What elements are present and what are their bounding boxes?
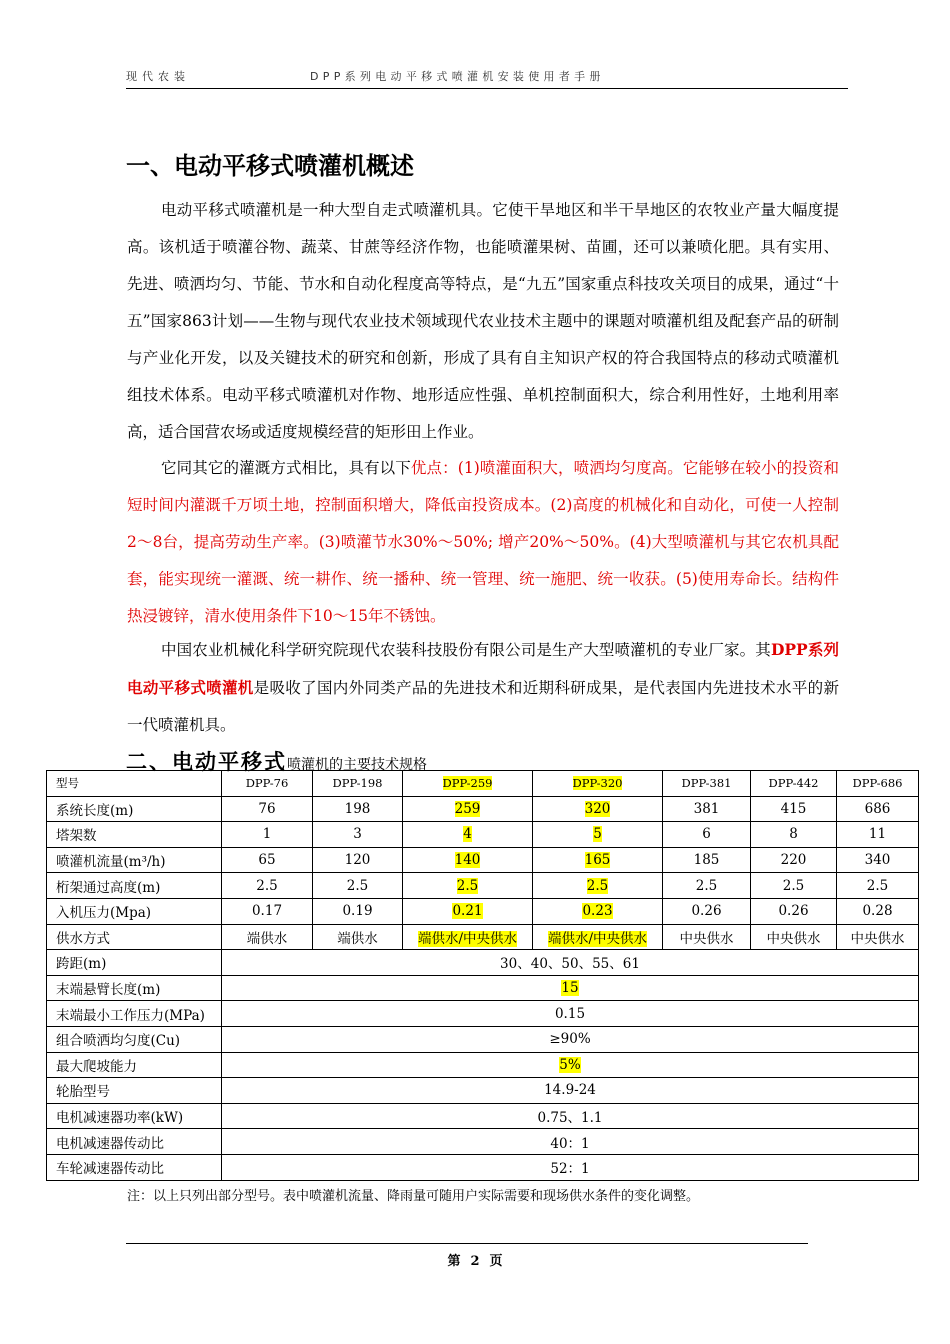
model-header-cell-highlight: DPP-259 bbox=[442, 776, 493, 791]
row-label: 喷灌机流量(m³/h) bbox=[47, 847, 222, 873]
overview-paragraph: 电动平移式喷灌机是一种大型自走式喷灌机具。它使干旱地区和半干旱地区的农牧业产量大幅度提高。该机适于喷灌谷物、蔬菜、甘蔗等经济作物，也能喷灌果树、苗圃，还可以兼喷化肥。具有实用、先进、喷洒均匀、节能、节水和自动化程度高等特点，是“九五”国家重点科技攻关项目的成果，通过“十五”国家863计划——生物与现代农业技术领域现代农业技术主题中的课题对喷灌机组及配套产品的研制与产业化开发，以及关键技术的研究和创新，形成了具有自主知识产权的符合我国特点的移动式喷灌机组技术体系。电动平移式喷灌机对作物、地形适应性强、单机控制面积大，综合利用性好，土地利用率高，适合国营农场或适度规模经营的矩形田上作业。 bbox=[127, 201, 839, 441]
table-cell: 端供水 bbox=[222, 924, 313, 950]
table-cell: 65 bbox=[222, 847, 313, 873]
page-suffix: 页 bbox=[489, 1254, 503, 1269]
table-row bbox=[47, 822, 919, 848]
table-cell: 3 bbox=[313, 822, 403, 848]
table-row bbox=[47, 873, 919, 899]
header-left-text: 现代农装 bbox=[126, 70, 190, 83]
merged-value-cell: 14.9-24 bbox=[222, 1078, 919, 1104]
model-header-label: 型号 bbox=[47, 771, 222, 797]
table-cell bbox=[533, 796, 663, 822]
merged-value-cell: ≥90% bbox=[222, 1026, 919, 1052]
manufacturer-intro: 中国农业机械化科学研究院现代农装科技股份有限公司是生产大型喷灌机的专业厂家。其 bbox=[161, 641, 771, 659]
row-label: 桁架通过高度(m) bbox=[47, 873, 222, 899]
row-label: 电机减速器传动比 bbox=[47, 1129, 222, 1155]
table-cell-highlight: 259 bbox=[454, 800, 481, 817]
page-number: 2 bbox=[470, 1254, 480, 1269]
table-cell: 2.5 bbox=[313, 873, 403, 899]
table-cell bbox=[403, 822, 533, 848]
model-header-cell: DPP-198 bbox=[313, 771, 403, 797]
merged-value-cell: 0.75、1.1 bbox=[222, 1103, 919, 1129]
merged-value-cell: 0.15 bbox=[222, 1001, 919, 1027]
model-header-cell bbox=[403, 771, 533, 797]
header-title: DPP系列电动平移式喷灌机安装使用者手册 bbox=[310, 70, 605, 83]
table-cell bbox=[533, 822, 663, 848]
section-1-title: 一、电动平移式喷灌机概述 bbox=[126, 152, 414, 180]
table-cell-highlight: 4 bbox=[463, 826, 472, 843]
model-header-cell: DPP-442 bbox=[751, 771, 837, 797]
table-row bbox=[47, 924, 919, 950]
table-cell bbox=[533, 873, 663, 899]
row-label: 入机压力(Mpa) bbox=[47, 898, 222, 924]
row-label: 电机减速器功率(kW) bbox=[47, 1103, 222, 1129]
table-cell-highlight: 2.5 bbox=[456, 877, 479, 894]
table-cell: 415 bbox=[751, 796, 837, 822]
table-cell: 6 bbox=[663, 822, 751, 848]
spec-table bbox=[46, 770, 919, 1181]
table-cell-highlight: 5 bbox=[593, 826, 602, 843]
row-label: 末端悬臂长度(m) bbox=[47, 975, 222, 1001]
table-cell: 1 bbox=[222, 822, 313, 848]
row-label: 跨距(m) bbox=[47, 950, 222, 976]
table-row bbox=[47, 950, 919, 976]
table-row bbox=[47, 796, 919, 822]
table-cell-highlight: 165 bbox=[584, 852, 611, 869]
merged-value-cell bbox=[222, 975, 919, 1001]
table-cell-highlight: 0.23 bbox=[582, 903, 613, 920]
table-row bbox=[47, 1103, 919, 1129]
table-row bbox=[47, 1154, 919, 1180]
advantages-list: 优点：(1)喷灌面积大，喷洒均匀度高。它能够在较小的投资和短时间内灌溉千万顷土地，控制面积增大，降低亩投资成本。(2)高度的机械化和自动化，可使一人控制2～8台，提高劳动生产率。(3)喷灌节水30%～50%; 增产20%～50%。(4)大型喷灌机与其它农机具配套，能实现统一灌溉、统一耕作、统一播种、统一管理、统一施肥、统一收获。(5)使用寿命长。结构件热浸镀锌，清水使用条件下10～15年不锈蚀。 bbox=[127, 459, 839, 625]
section-2-title-rest: 喷灌机的主要技术规格 bbox=[287, 757, 427, 773]
row-label: 供水方式 bbox=[47, 924, 222, 950]
table-row bbox=[47, 1026, 919, 1052]
page-header bbox=[126, 66, 848, 89]
merged-value-cell: 40：1 bbox=[222, 1129, 919, 1155]
table-row bbox=[47, 1052, 919, 1078]
table-cell bbox=[533, 847, 663, 873]
row-label: 车轮减速器传动比 bbox=[47, 1154, 222, 1180]
model-header-cell bbox=[533, 771, 663, 797]
table-cell: 198 bbox=[313, 796, 403, 822]
table-cell: 2.5 bbox=[663, 873, 751, 899]
merged-value-cell bbox=[222, 1052, 919, 1078]
merged-value-cell: 52：1 bbox=[222, 1154, 919, 1180]
row-label: 最大爬坡能力 bbox=[47, 1052, 222, 1078]
footer-divider bbox=[126, 1243, 808, 1244]
table-cell bbox=[403, 796, 533, 822]
table-cell-highlight: 320 bbox=[584, 800, 611, 817]
table-note: 注：以上只列出部分型号。表中喷灌机流量、降雨量可随用户实际需要和现场供水条件的变化调整。 bbox=[127, 1189, 700, 1204]
table-cell: 中央供水 bbox=[751, 924, 837, 950]
table-cell: 11 bbox=[837, 822, 919, 848]
row-label: 组合喷洒均匀度(Cu) bbox=[47, 1026, 222, 1052]
table-cell bbox=[403, 898, 533, 924]
table-cell: 120 bbox=[313, 847, 403, 873]
table-cell: 中央供水 bbox=[837, 924, 919, 950]
product-series-name: DPP系列电动平移式喷灌机 bbox=[127, 640, 839, 697]
table-cell: 76 bbox=[222, 796, 313, 822]
table-cell bbox=[403, 924, 533, 950]
table-cell bbox=[403, 873, 533, 899]
table-row bbox=[47, 1078, 919, 1104]
table-row bbox=[47, 847, 919, 873]
model-header-cell: DPP-686 bbox=[837, 771, 919, 797]
table-cell-highlight: 2.5 bbox=[586, 877, 609, 894]
table-cell: 686 bbox=[837, 796, 919, 822]
table-cell: 340 bbox=[837, 847, 919, 873]
advantages-paragraph bbox=[127, 450, 839, 635]
advantages-intro: 它同其它的灌溉方式相比，具有以下 bbox=[161, 459, 411, 477]
table-cell: 381 bbox=[663, 796, 751, 822]
table-cell: 2.5 bbox=[837, 873, 919, 899]
table-cell: 2.5 bbox=[222, 873, 313, 899]
table-cell: 185 bbox=[663, 847, 751, 873]
section-2-title-main: 二、电动平移式 bbox=[126, 750, 287, 774]
table-row bbox=[47, 898, 919, 924]
page-footer bbox=[0, 1250, 950, 1269]
manufacturer-paragraph bbox=[127, 631, 839, 744]
table-cell: 2.5 bbox=[751, 873, 837, 899]
table-cell-highlight: 端供水/中央供水 bbox=[417, 930, 518, 947]
manufacturer-outro: 是吸收了国内外同类产品的先进技术和近期科研成果，是代表国内先进技术水平的新一代喷灌机具。 bbox=[127, 679, 839, 734]
table-cell-highlight: 140 bbox=[454, 852, 481, 869]
row-label: 末端最小工作压力(MPa) bbox=[47, 1001, 222, 1027]
table-cell: 220 bbox=[751, 847, 837, 873]
table-cell bbox=[533, 898, 663, 924]
table-cell: 0.26 bbox=[751, 898, 837, 924]
table-cell: 0.17 bbox=[222, 898, 313, 924]
table-cell: 0.26 bbox=[663, 898, 751, 924]
row-label: 轮胎型号 bbox=[47, 1078, 222, 1104]
table-cell bbox=[533, 924, 663, 950]
merged-value-cell-highlight: 5% bbox=[559, 1056, 581, 1073]
row-label: 系统长度(m) bbox=[47, 796, 222, 822]
table-cell bbox=[403, 847, 533, 873]
table-header-row bbox=[47, 771, 919, 797]
table-cell-highlight: 端供水/中央供水 bbox=[547, 930, 648, 947]
table-row bbox=[47, 1129, 919, 1155]
model-header-cell-highlight: DPP-320 bbox=[572, 776, 623, 791]
page-prefix: 第 bbox=[447, 1254, 461, 1269]
table-row bbox=[47, 1001, 919, 1027]
table-cell: 0.28 bbox=[837, 898, 919, 924]
row-label: 塔架数 bbox=[47, 822, 222, 848]
table-cell-highlight: 0.21 bbox=[452, 903, 483, 920]
table-cell: 8 bbox=[751, 822, 837, 848]
model-header-cell: DPP-76 bbox=[222, 771, 313, 797]
merged-value-cell-highlight: 15 bbox=[561, 980, 579, 997]
section-2-title bbox=[126, 746, 427, 774]
table-cell: 0.19 bbox=[313, 898, 403, 924]
table-cell: 端供水 bbox=[313, 924, 403, 950]
model-header-cell: DPP-381 bbox=[663, 771, 751, 797]
merged-value-cell: 30、40、50、55、61 bbox=[222, 950, 919, 976]
table-row bbox=[47, 975, 919, 1001]
table-cell: 中央供水 bbox=[663, 924, 751, 950]
